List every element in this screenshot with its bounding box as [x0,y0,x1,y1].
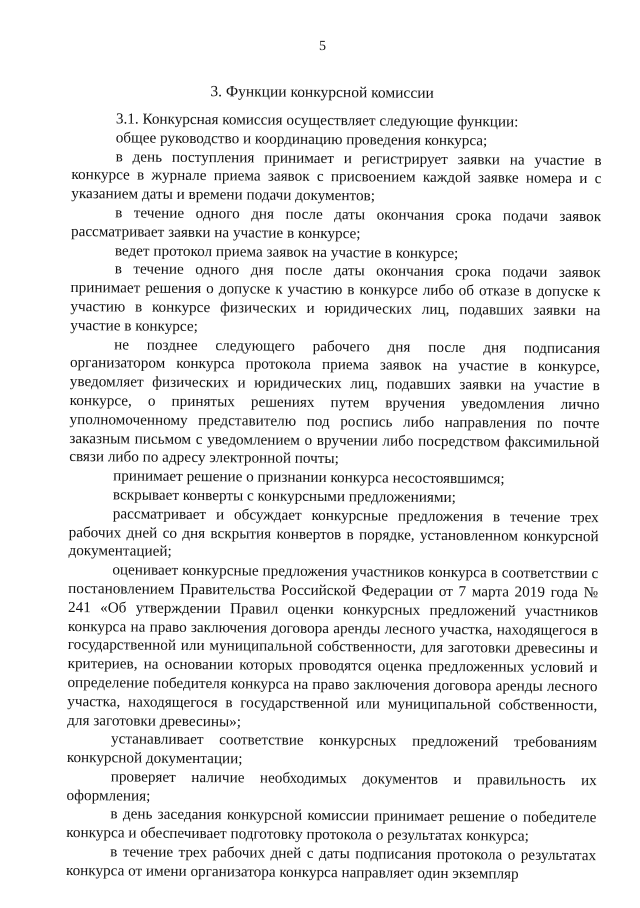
paragraph: вскрывает конверты с конкурсными предложениями; [112,486,456,507]
paragraph: устанавливает соответствие конкурсных предложений требованиям конкурсной документации; [66,730,598,768]
page-number: 5 [318,38,327,55]
paragraph-intro: 3.1. Конкурсная комиссия осуществляет следующие функции: [115,110,519,131]
section-heading: 3. Функции конкурсной комиссии [210,83,434,102]
paragraph: общее руководство и координацию проведения конкурса; [115,129,488,150]
paragraph: рассматривает и обсуждает конкурсные предложения в течение трех рабочих дней со дня вскрытия конвертов в порядке, установленном конкурсной документацией; [68,505,599,561]
paragraph: проверяет наличие необходимых документов и правильность их оформления; [66,768,597,805]
paragraph: в день поступления принимает и регистрирует заявки на участие в конкурсе в журнале приема заявок с присвоением каждой заявке номера и с указанием даты и времени подачи документов; [71,147,602,205]
paragraph: принимает решение о признании конкурса несостоявшимся; [113,467,505,488]
body-text [66,110,602,885]
paragraph: в день заседания конкурсной комиссии принимает решение о победителе конкурса и обеспечивает подготовку протокола о результатах конкурса; [66,805,597,845]
paragraph: не позднее следующего рабочего дня после дня подписания организатором конкурса протокола приема заявок на участие в конкурсе, уведомляет физических и юридических лиц, подавших заявки на участие в конкурсе, о принятых решениях путем вручения уведомления лично уполномоченному представителю под роспись либо направления по почте заказным письмом с уведомлением о вручении либо посредством факсимильной связи либо по адресу электронной почты; [69,335,601,468]
paragraph: оценивает конкурсные предложения участников конкурса в соответствии с постановлением Правительства Российской Федерации от 7 марта 2019 года № 241 «Об утверждении Правил оценки конкурсных предложений участников конкурса на право заключения договора аренды лесного участка, находящегося в государственной или муниципальной собственности, для заготовки древесины и критериев, на основании которых проводятся оценка предложенных условий и определение победителя конкурса на право заключения договора аренды лесного участка, находящегося в государственной или муниципальной собственности, для заготовки древесины»; [67,561,599,730]
paragraph: в течение трех рабочих дней с даты подписания протокола о результатах конкурса от имени организатора конкурса направляет один экземпляр [65,843,597,883]
paragraph: в течение одного дня после даты окончания срока подачи заявок принимает решения о допуске к участию в конкурсе либо об отказе в допуске к участию в конкурсе физических и юридических лиц, подавших заявки на участие в конкурсе; [70,260,601,335]
paragraph: ведет протокол приема заявок на участие в конкурсе; [114,241,459,262]
paragraph: в течение одного дня после даты окончания срока подачи заявок рассматривает заявки на участие в конкурсе; [70,204,602,243]
